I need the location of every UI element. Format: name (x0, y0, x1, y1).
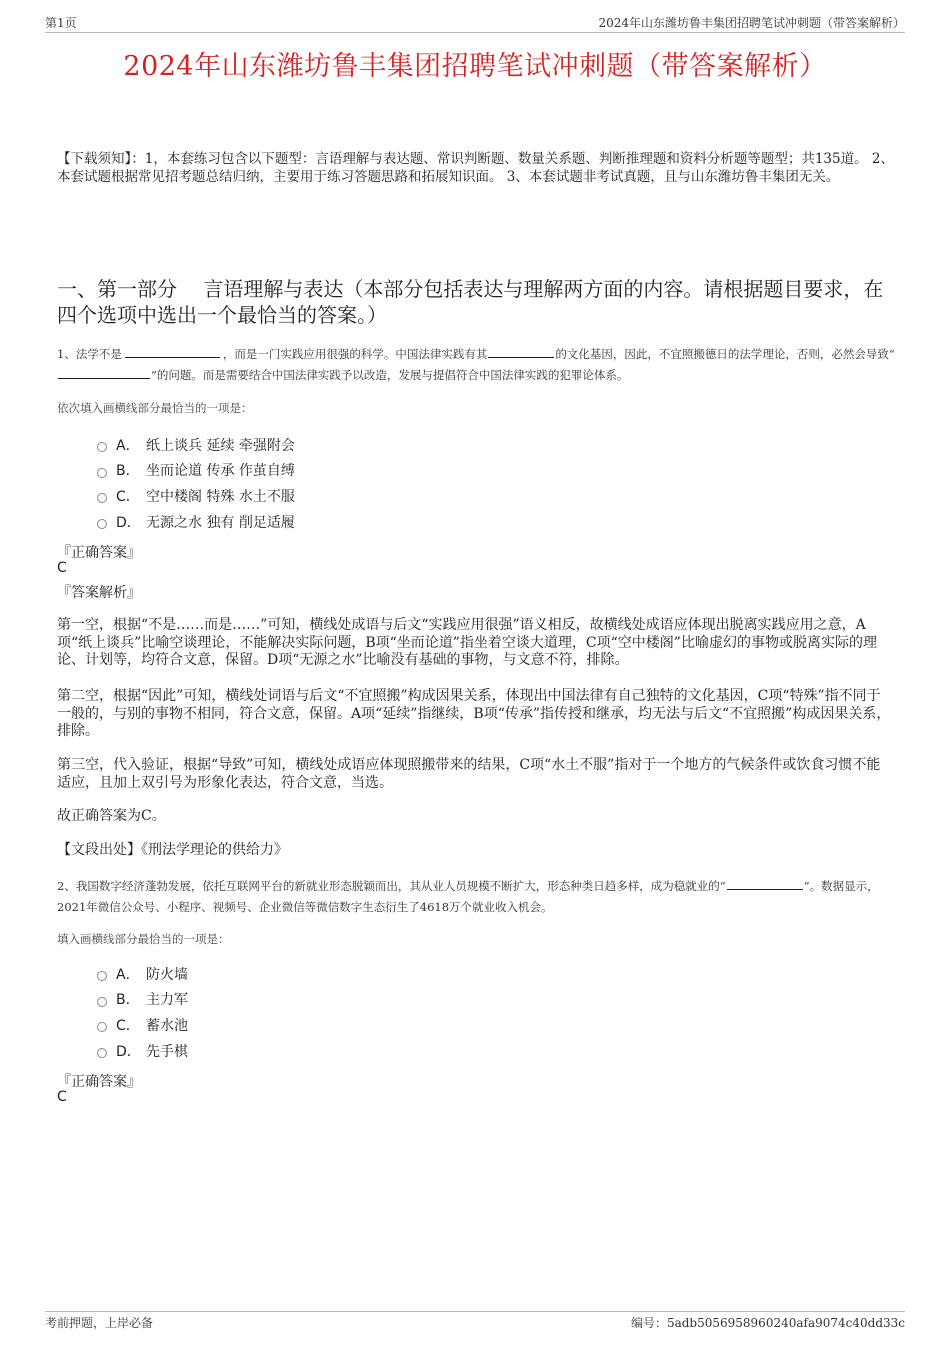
download-notice: 【下载须知】：1，本套练习包含以下题型：言语理解与表达题、常识判断题、数量关系题、判断推理题和资料分析题等题型；共135道。 2、本套试题根据常见招考题总结归纳，主要用于练习答题思路和拓展知识面。 3、本套试题非考试真题，且与山东潍坊鲁丰集团无关。 (57, 151, 894, 185)
q1-text-part2: ，而是一门实践应用很强的科学。中国法律实践有其 (222, 347, 488, 361)
q2-answer-label: 『正确答案』 (57, 1074, 141, 1090)
option-text: 坐而论道 传承 作茧自缚 (146, 463, 295, 480)
option-text: 无源之水 独有 削足适履 (146, 514, 295, 531)
q1-answer: C (57, 560, 67, 576)
option-text: 主力军 (146, 992, 188, 1009)
footer-slogan: 考前押题，上岸必备 (45, 1316, 154, 1330)
radio-icon[interactable] (97, 971, 107, 981)
q2-option-b[interactable] (97, 987, 188, 1013)
header-doc-title: 2024年山东潍坊鲁丰集团招聘笔试冲刺题（带答案解析） (598, 16, 905, 30)
q1-option-b[interactable] (97, 458, 295, 484)
footer-divider (45, 1311, 905, 1312)
q2-option-a[interactable] (97, 961, 188, 987)
q1-option-a[interactable] (97, 432, 295, 458)
q1-analysis-conclusion: 故正确答案为C。 (57, 808, 166, 824)
radio-icon[interactable] (97, 997, 107, 1007)
section-title: 一、第一部分 言语理解与表达（本部分包括表达与理解两方面的内容。请根据题目要求，在四个选项中选出一个最恰当的答案。） (57, 277, 884, 327)
option-text: 空中楼阁 特殊 水土不服 (146, 488, 295, 505)
q1-analysis-para-3: 第三空，代入验证，根据“导致”可知，横线处成语应体现照搬带来的结果，C项“水土不服”指对于一个地方的气候条件或饮食习惯不能适应，且加上双引号为形象化表达，符合文意，当选。 (57, 757, 881, 791)
option-letter: A． (116, 437, 140, 454)
option-text: 先手棋 (146, 1043, 188, 1060)
header-divider (45, 32, 905, 33)
option-letter: B． (116, 992, 140, 1009)
option-letter: B． (116, 463, 140, 480)
q1-blank-3 (58, 366, 150, 379)
q1-source: 【文段出处】《刑法学理论的供给力》 (57, 842, 288, 858)
radio-icon[interactable] (97, 468, 107, 478)
option-letter: A． (116, 966, 140, 983)
option-letter: D． (116, 514, 141, 531)
option-text: 蓄水池 (146, 1017, 188, 1034)
q1-options (97, 432, 295, 534)
q1-analysis-para-1: 第一空，根据“不是……而是……”可知，横线处成语与后文“实践应用很强”语义相反，故横线处成语应体现出脱离实践应用之意，A项“纸上谈兵”比喻空谈理论，不能解决实际问题，B项“坐而论道”指坐着空谈大道理，C项“空中楼阁”比喻虚幻的事物或脱离实际的理论、计划等，均符合文意，保留。D项“无源之水”比喻没有基础的事物，与文意不符，排除。 (57, 617, 877, 668)
option-text: 纸上谈兵 延续 牵强附会 (146, 437, 295, 454)
q1-text-part3: 的文化基因，因此，不宜照搬德日的法学理论，否则，必然会导致“ (555, 347, 895, 361)
q2-text-part1: 2、我国数字经济蓬勃发展，依托互联网平台的新就业形态脱颖而出，其从业人员规模不断扩大，形态种类日趋多样，成为稳就业的“ (57, 879, 726, 893)
radio-icon[interactable] (97, 1048, 107, 1058)
q1-analysis-para-2: 第二空，根据“因此”可知，横线处词语与后文“不宜照搬”构成因果关系，体现出中国法律有自己独特的文化基因，C项“特殊”指不同于一般的，与别的事物不相同，符合文意，保留。A项“延续”指继续，B项“传承”指传授和继承，均无法与后文“不宜照搬”构成因果关系，排除。 (57, 688, 891, 739)
option-text: 防火墙 (146, 966, 188, 983)
q2-text-part2: ”。数据显示，2021年微信公众号、小程序、视频号、企业微信等微信数字生态衍生了4618万个就业收入机会。 (57, 879, 879, 914)
q1-text-part1: 1、法学不是 (57, 347, 122, 361)
footer-doc-id: 编号：5adb5056958960240afa9074c40dd33c (630, 1316, 905, 1330)
q1-answer-label: 『正确答案』 (57, 545, 141, 561)
q2-answer: C (57, 1089, 67, 1105)
q1-blank-2 (488, 345, 554, 358)
q1-instruction: 依次填入画横线部分最恰当的一项是： (57, 401, 253, 415)
question-1-stem (57, 344, 902, 386)
option-letter: C． (116, 488, 140, 505)
q1-analysis-label: 『答案解析』 (57, 585, 141, 601)
q2-blank-1 (727, 877, 803, 890)
radio-icon[interactable] (97, 1022, 107, 1032)
q1-option-c[interactable] (97, 483, 295, 509)
radio-icon[interactable] (97, 519, 107, 529)
q1-text-part4: ”的问题。而是需要结合中国法律实践予以改造，发展与提倡符合中国法律实践的犯罪论体系。 (151, 368, 629, 382)
q1-blank-1 (125, 345, 220, 358)
radio-icon[interactable] (97, 493, 107, 503)
question-2-stem (57, 876, 902, 918)
q2-option-c[interactable] (97, 1012, 188, 1038)
option-letter: D． (116, 1043, 141, 1060)
header-page-number: 第1页 (45, 16, 77, 30)
q2-instruction: 填入画横线部分最恰当的一项是： (57, 932, 230, 946)
q1-option-d[interactable] (97, 509, 295, 535)
option-letter: C． (116, 1017, 140, 1034)
page-title: 2024年山东潍坊鲁丰集团招聘笔试冲刺题（带答案解析） (123, 51, 827, 82)
q2-option-d[interactable] (97, 1038, 188, 1064)
radio-icon[interactable] (97, 442, 107, 452)
q2-options (97, 961, 188, 1063)
